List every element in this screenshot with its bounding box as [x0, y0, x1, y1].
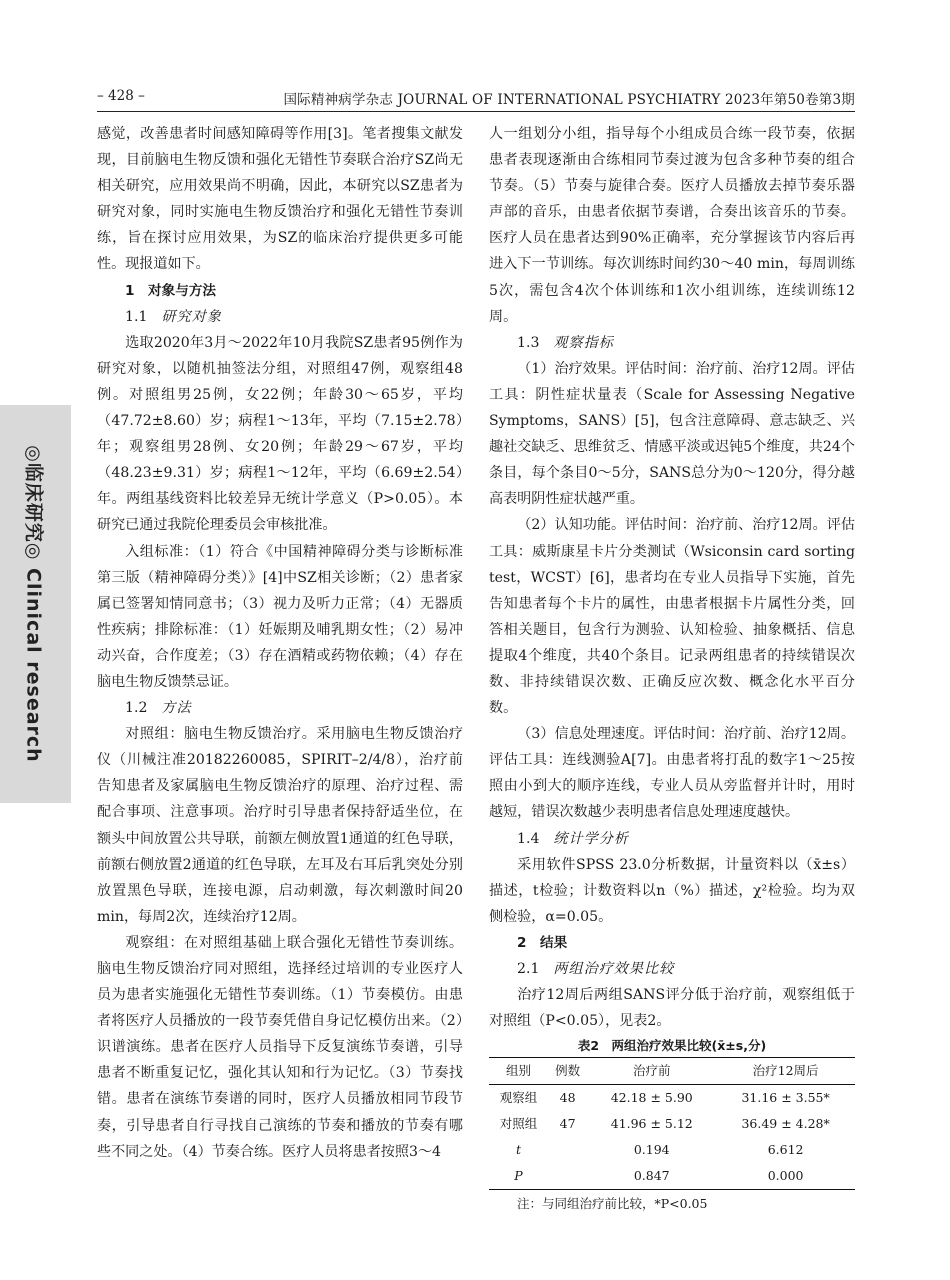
table-cell: 观察组 [499, 1090, 538, 1106]
table-header-row [489, 1058, 855, 1085]
table-cell: 0.847 [587, 1163, 716, 1190]
table-cell: 对照组 [499, 1116, 538, 1132]
heading-results: 2 结果 [517, 934, 568, 951]
heading-indicators [489, 330, 855, 356]
journal-title: 国际精神病学杂志 JOURNAL OF INTERNATIONAL PSYCHIATRY 2023年第50卷第3期 [283, 92, 855, 108]
subjects-paragraph: 选取2020年3月～2022年10月我院SZ患者95例作为研究对象，以随机抽签法分组，对照组47例，观察组48例。对照组男25例，女22例；年龄30～65岁，平均（47.72±8.60）岁；病程1～13年，平均（7.15±2.78）年；观察组男28例、女20例；年龄29～67岁，平均（48.23±9.31）岁；病程1～12年，平均（6.69±2.54）年。两组基线资料比较差异无统计学意义（P>0.05）。本研究已通过我院伦理委员会审核批准。 [97, 334, 463, 534]
table-row [489, 1163, 855, 1190]
table-cell: 36.49 ± 4.28* [741, 1116, 830, 1132]
continued-paragraph: 人一组划分小组，指导每个小组成员合练一段节奏，依据患者表现逐渐由合练相同节奏过渡为包含多种节奏的组合节奏。（5）节奏与旋律合奏。医疗人员播放去掉节奏乐器声部的音乐，由患者依据节奏谱，合奏出该音乐的节奏。医疗人员在患者达到90%正确率，充分掌握该节内容后再进入下一节训练。每次训练时间约30～40 min，每周训练5次，需包含4次个体训练和1次小组训练，连续训练12周。 [489, 126, 855, 325]
results-table [489, 1057, 855, 1190]
table-row [489, 1085, 855, 1112]
speed-paragraph: （3）信息处理速度。评估时间：治疗前、治疗12周。评估工具：连线测验A[7]。由患者将打乱的数字1～25按照由小到大的顺序连线，专业人员从旁监督并计时，用时越短，错误次数越少表明患者信息处理速度越快。 [489, 726, 855, 821]
table-row [489, 1111, 855, 1137]
table-cell: 41.96 ± 5.12 [610, 1116, 693, 1132]
table-cell: 31.16 ± 3.55* [741, 1090, 830, 1106]
table-cell: 0.000 [716, 1163, 855, 1190]
section-number: 1.3 [517, 334, 540, 351]
table-row [489, 1137, 855, 1163]
section-title: 研究对象 [161, 308, 222, 325]
page-number: – 428 – [97, 88, 145, 104]
observation-group-paragraph: 观察组：在对照组基础上联合强化无错性节奏训练。脑电生物反馈治疗同对照组，选择经过培训的专业医疗人员为患者实施强化无错性节奏训练。（1）节奏模仿。由患者将医疗人员播放的一段节奏凭借自身记忆模仿出来。（2）识谱演练。患者在医疗人员指导下反复演练节奏谱，引导患者不断重复记忆，强化其认知和行为记忆。（3）节奏找错。患者在演练节奏谱的同时，医疗人员播放相同节段节奏，引导患者自行寻找自己演练的节奏和播放的节奏有哪些不同之处。（4）节奏合练。医疗人员将患者按照3～4 [97, 934, 463, 1160]
section-title: 统计学分析 [553, 830, 629, 847]
section-number: 1.4 [517, 830, 540, 847]
left-column [97, 121, 463, 1165]
table-cell: 0.194 [633, 1142, 670, 1158]
table-cell: 42.18 ± 5.90 [610, 1090, 693, 1106]
column-header: 组别 [489, 1058, 548, 1085]
column-header: 例数 [548, 1058, 587, 1085]
section-title: 观察指标 [553, 334, 614, 351]
table-cell [548, 1163, 587, 1190]
section-sidebar [0, 405, 71, 803]
heading-method [97, 695, 463, 721]
results-paragraph: 治疗12周后两组SANS评分低于治疗前，观察组低于对照组（P<0.05），见表2。 [489, 987, 855, 1030]
efficacy-paragraph: （1）治疗效果。评估时间：治疗前、治疗12周。评估工具：阴性症状量表（Scale for Assessing Negative Symptoms，SANS）[5]，包含注意障碍、意志缺乏、兴趣社交缺乏、思维贫乏、情感平淡或迟钝5个维度，共24个条目，每个条目0～5分，SANS总分为0～120分，得分越高表明阴性症状越严重。 [489, 360, 855, 508]
table-cell: 47 [559, 1116, 576, 1132]
intro-paragraph: 感觉，改善患者时间感知障碍等作用[3]。笔者搜集文献发现，目前脑电生物反馈和强化无错性节奏联合治疗SZ尚无相关研究，应用效果尚不明确，因此，本研究以SZ患者为研究对象，同时实施电生物反馈治疗和强化无错性节奏训练，旨在探讨应用效果，为SZ的临床治疗提供更多可能性。现报道如下。 [97, 126, 463, 273]
section-number: 1.2 [125, 700, 148, 717]
column-header: 治疗12周后 [716, 1058, 855, 1085]
table-note: 注：与同组治疗前比较，*P<0.05 [517, 1196, 708, 1212]
table-cell: 48 [559, 1090, 576, 1106]
section-title: 方法 [161, 700, 192, 717]
statistics-paragraph: 采用软件SPSS 23.0分析数据，计量资料以（x̄±s）描述，t检验；计数资料以n（%）描述，χ²检验。均为双侧检验，α=0.05。 [489, 856, 855, 925]
heading-methods: 1 对象与方法 [125, 282, 217, 299]
table-cell: 6.612 [767, 1142, 804, 1158]
heading-efficacy-comparison [489, 956, 855, 982]
cognition-paragraph: （2）认知功能。评估时间：治疗前、治疗12周。评估工具：威斯康星卡片分类测试（Wsiconsin card sorting test，WCST）[6]，患者均在专业人员指导下实施，首先告知患者每个卡片的属性，由患者根据卡片属性分类，回答相关题目，包含行为测验、认知检验、抽象概括、信息提取4个维度，共40个条目。记录两组患者的持续错误次数、非持续错误次数、正确反应次数、概念化水平百分数。 [489, 517, 855, 717]
table-cell [548, 1137, 587, 1163]
heading-statistics [489, 826, 855, 852]
right-column [489, 121, 855, 1214]
column-header: 治疗前 [587, 1058, 716, 1085]
section-label: ◎临床研究◎ Clinical research [22, 445, 45, 763]
section-number: 1.1 [125, 308, 148, 325]
section-number: 2.1 [517, 961, 540, 977]
control-group-paragraph: 对照组：脑电生物反馈治疗。采用脑电生物反馈治疗仪（川械注准20182260085，SPIRIT–2/4/8），治疗前告知患者及家属脑电生物反馈治疗的原理、治疗过程、需配合事项、注意事项。治疗时引导患者保持舒适坐位，在额头中间放置公共导联，前额左侧放置1通道的红色导联，前额右侧放置2通道的红色导联，左耳及右耳后乳突处分别放置黑色导联，连接电源，启动刺激，每次刺激时间20 min，每周2次，连续治疗12周。 [97, 726, 463, 925]
heading-subjects [97, 304, 463, 330]
running-header [97, 85, 855, 112]
criteria-paragraph: 入组标准：（1）符合《中国精神障碍分类与诊断标准第三版（精神障碍分类）》[4]中SZ相关诊断；（2）患者家属已签署知情同意书；（3）视力及听力正常；（4）无器质性疾病；排除标准：（1）妊娠期及哺乳期女性；（2）易冲动兴奋，合作度差；（3）存在酒精或药物依赖；（4）存在脑电生物反馈禁忌证。 [97, 543, 463, 690]
section-title: 两组治疗效果比较 [553, 961, 675, 977]
table-cell: t [515, 1142, 521, 1158]
table-caption: 表2 两组治疗效果比较(x̄±s,分) [577, 1038, 767, 1054]
table-cell: P [489, 1163, 548, 1190]
